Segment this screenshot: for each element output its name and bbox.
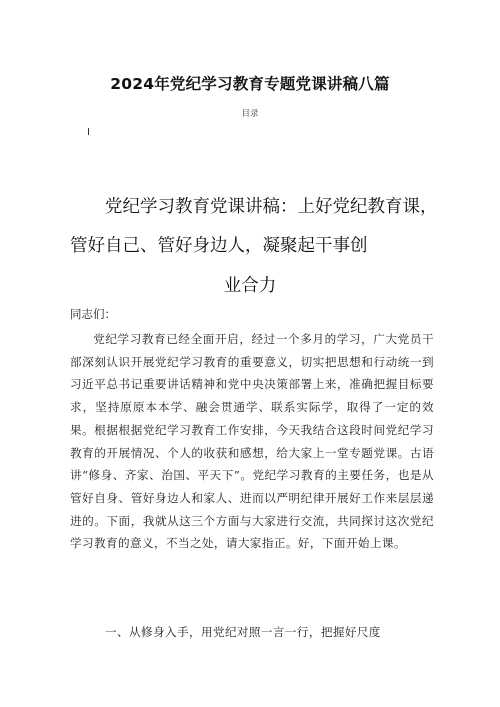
document-title: 2024年党纪学习教育专题党课讲稿八篇 [110, 75, 390, 93]
body-paragraph: 党纪学习教育已经全面开启，经过一个多月的学习，广大党员干部深刻认识开展党纪学习教育的重要意义，切实把思想和行动统一到习近平总书记重要讲话精神和党中央决策部署上来，准确把握目标要求，坚持原原本本学、融会贯通学、联系实际学，取得了一定的效果。根据根据党纪学习教育工作安排，今天我结合这段时间党纪学习教育的开展情况、个人的收获和感想，给大家上一堂专题党课。古语讲“修身、齐家、治国、平天下”。党纪学习教育的主要任务，也是从管好自身、管好身边人和家人、进而以严明纪律开展好工作来层层递进的。下面，我就从这三个方面与大家进行交流，共同探讨这次党纪学习教育的意义，不当之处，请大家指正。好，下面开始上课。 [70, 332, 434, 551]
article-heading-line-3: 业合力 [223, 276, 277, 296]
section-heading-1: 一、从修身入手，用党纪对照一言一行，把握好尺度 [105, 625, 381, 639]
article-heading-line-1: 党纪学习教育党课讲稿：上好党纪教育课， [105, 197, 438, 217]
article-heading-line-2: 管好自己、管好身边人，凝聚起干事创 [70, 236, 368, 256]
text-cursor-mark [88, 128, 89, 135]
salutation: 同志们： [70, 307, 116, 321]
toc-label[interactable]: 目录 [241, 109, 259, 119]
